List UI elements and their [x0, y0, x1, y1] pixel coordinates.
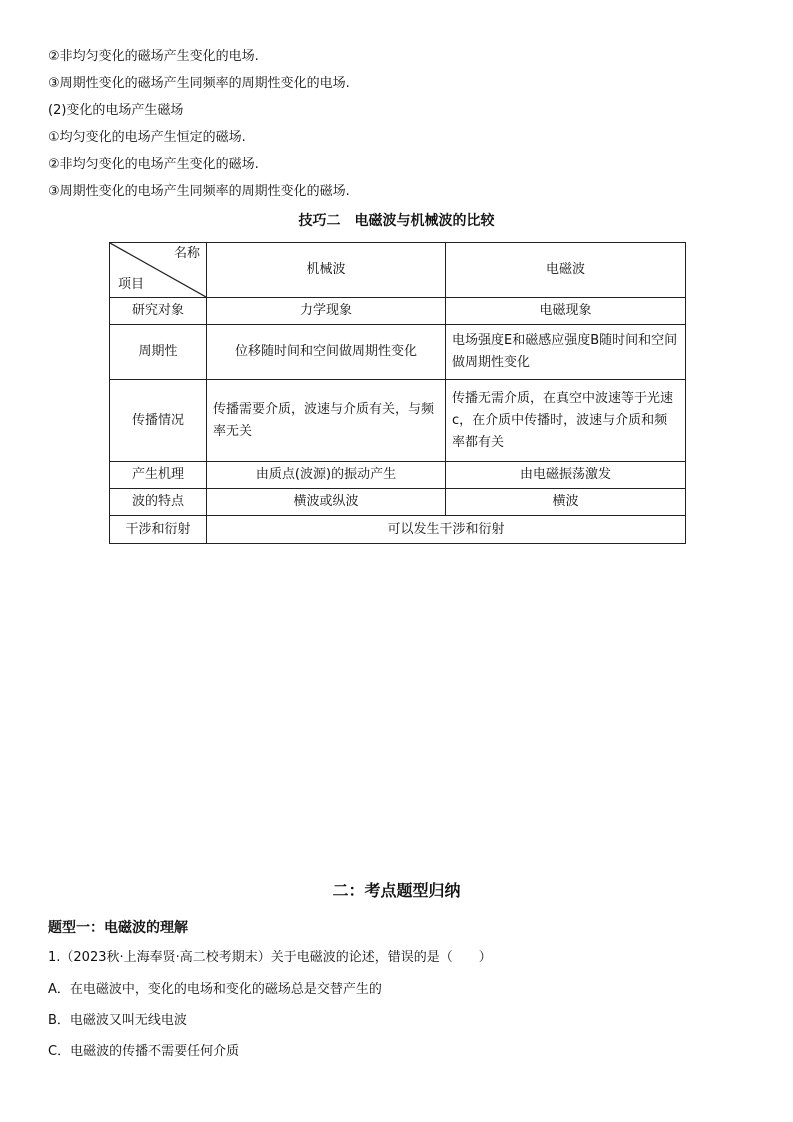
row-mech: 传播需要介质，波速与介质有关，与频率无关 [207, 380, 446, 462]
intro-line-5: ②非均匀变化的电场产生变化的磁场. [48, 157, 259, 172]
table-header-row [110, 243, 686, 298]
question-stem: 1.（2023秋·上海奉贤·高二校考期末）关于电磁波的论述，错误的是（ ） [48, 950, 492, 965]
row-item: 研究对象 [110, 298, 207, 325]
row-em: 电场强度E和磁感应强度B随时间和空间做周期性变化 [446, 325, 686, 380]
option-c: C．电磁波的传播不需要任何介质 [48, 1044, 240, 1059]
row-item: 干涉和衍射 [110, 516, 207, 544]
corner-top-label: 名称 [173, 246, 200, 261]
intro-line-3: (2)变化的电场产生磁场 [48, 103, 184, 118]
row-item: 传播情况 [110, 380, 207, 462]
option-b: B．电磁波又叫无线电波 [48, 1013, 187, 1028]
intro-line-6: ③周期性变化的电场产生同频率的周期性变化的磁场. [48, 184, 350, 199]
row-mech: 力学现象 [207, 298, 446, 325]
intro-line-4: ①均匀变化的电场产生恒定的磁场. [48, 130, 246, 145]
table-row [110, 325, 686, 380]
section-2-title: 二：考点题型归纳 [332, 881, 461, 900]
col-header-em: 电磁波 [446, 243, 686, 298]
row-item: 产生机理 [110, 462, 207, 489]
row-mech: 位移随时间和空间做周期性变化 [207, 325, 446, 380]
corner-header-cell [110, 243, 207, 298]
option-a: A．在电磁波中，变化的电场和变化的磁场总是交替产生的 [48, 982, 382, 997]
table-row [110, 462, 686, 489]
row-em: 电磁现象 [446, 298, 686, 325]
row-em: 传播无需介质，在真空中波速等于光速c，在介质中传播时，波速与介质和频率都有关 [446, 380, 686, 462]
row-item: 波的特点 [110, 489, 207, 516]
row-mech: 由质点(波源)的振动产生 [207, 462, 446, 489]
col-header-mechanical: 机械波 [207, 243, 446, 298]
row-em: 横波 [446, 489, 686, 516]
comparison-table [109, 242, 686, 544]
table-row [110, 516, 686, 544]
row-em: 由电磁振荡激发 [446, 462, 686, 489]
row-item: 周期性 [110, 325, 207, 380]
row-mech: 横波或纵波 [207, 489, 446, 516]
skill-title: 技巧二 电磁波与机械波的比较 [298, 213, 495, 229]
corner-bottom-label: 项目 [118, 277, 145, 292]
intro-line-2: ③周期性变化的磁场产生同频率的周期性变化的电场. [48, 76, 350, 91]
intro-line-1: ②非均匀变化的磁场产生变化的电场. [48, 49, 259, 64]
table-row [110, 298, 686, 325]
question-type-1-title: 题型一：电磁波的理解 [48, 920, 188, 936]
table-row [110, 489, 686, 516]
row-merged-value: 可以发生干涉和衍射 [207, 516, 686, 544]
table-row [110, 380, 686, 462]
